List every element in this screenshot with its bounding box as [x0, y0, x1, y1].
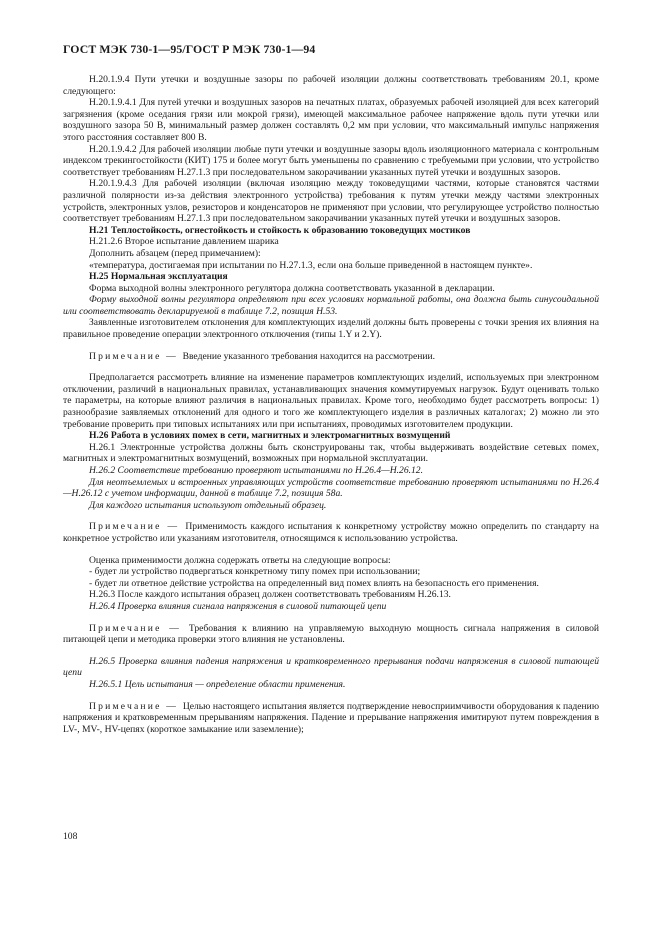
note-text: Введение указанного требования находится на рассмотрении. — [182, 350, 435, 362]
list-item-question-1: - будет ли устройство подвергаться конкретному типу помех при использовании; — [89, 566, 421, 578]
note-h26-4 — [63, 623, 599, 646]
paragraph-h21-2-6: Н.21.2.6 Второе испытание давлением шарика — [89, 236, 279, 248]
paragraph-h25-output-wave-check: Форму выходной волны регулятора определяют при всех условиях нормальной работы, она должна быть синусоидальной или соответствовать декларируемой в таблице 7.2, позиция Н.53. — [63, 294, 599, 317]
note-label: Примечание — — [89, 350, 183, 362]
note-text: Требования к влиянию на управляемую выходную мощность сигнала напряжения в силовой питающей цепи и методика проверки этого влияния не установлены. — [63, 622, 599, 646]
section-heading-h21: Н.21 Теплостойкость, огнестойкость и стойкость к образованию токоведущих мостиков — [89, 224, 471, 236]
paragraph-quote-temperature: «температура, достигаемая при испытании по Н.27.1.3, если она больше приведенной в настоящем пункте». — [89, 259, 533, 271]
note-h26-applicability — [63, 521, 599, 544]
note-text: Целью настоящего испытания является подтверждение невосприимчивости оборудования к падению напряжения и кратковременным прерываниям напряжения. Падение и прерывание напряжения имитируют путем повреждения в LV-, MV-, HV-цепях (короткое замыкание или заземление); — [63, 700, 599, 735]
paragraph-h20-1-9-4-3: Н.20.1.9.4.3 Для рабочей изоляции (включая изоляцию между токоведущими частями, которые становятся частями различной полярности из-за действия электронного устройства) требования к путям утечки между частями электронных устройств, электронных узлов, резисторов и конденсаторов не применяют при условии, что регулирующее устройство полностью соответствует требованиям Н.27.1.3 при последовательном закорачивании указанных путей утечки и воздушных зазоров. — [63, 178, 599, 225]
paragraph-h20-1-9-4-2: Н.20.1.9.4.2 Для рабочей изоляции любые пути утечки и воздушные зазоры вдоль изоляционного материала с контрольным индексом трекингостойкости (КИТ) 175 и более могут быть уменьшены по сравнению с требуемыми при условии, что устройство соответствует требованиям Н.27.1.3 при последовательном закорачивании указанных путей утечки и воздушных зазоров. — [63, 143, 599, 178]
paragraph-h26-5: Н.26.5 Проверка влияния падения напряжения и кратковременного прерывания подачи напряжения в силовой питающей цепи — [63, 655, 599, 679]
list-item-question-2: - будет ли ответное действие устройства на определенный вид помех влиять на безопасность его применения. — [89, 577, 539, 589]
section-heading-h25: Н.25 Нормальная эксплуатация — [89, 271, 228, 283]
document-body — [63, 74, 599, 735]
note-h26-5-1 — [63, 701, 599, 736]
paragraph-h26-3: Н.26.3 После каждого испытания образец должен соответствовать требованиям Н.26.13. — [89, 589, 451, 601]
note-label: Примечание — — [89, 700, 183, 712]
note-label: Примечание — — [89, 622, 189, 634]
page-number: 108 — [63, 831, 78, 842]
paragraph-h20-1-9-4: Н.20.1.9.4 Пути утечки и воздушные зазоры по рабочей изоляции должны соответствовать требованиям 20.1, кроме следующего: — [63, 74, 599, 97]
document-header: ГОСТ МЭК 730-1—95/ГОСТ Р МЭК 730-1—94 — [63, 42, 316, 56]
paragraph-h25-output-wave: Форма выходной волны электронного регулятора должна соответствовать указанной в декларации. — [89, 282, 495, 294]
note-h25 — [63, 351, 599, 363]
paragraph-h26-5-1: Н.26.5.1 Цель испытания — определение области применения. — [89, 678, 346, 690]
paragraph-h25-deviations: Заявленные изготовителем отклонения для комплектующих изделий должны быть проверены с точки зрения их влияния на правильное проведение операции электронного отключения (типы 1.Y и 2.Y). — [63, 317, 599, 341]
paragraph-h25-considerations: Предполагается рассмотреть влияние на изменение параметров комплектующих изделий, используемых при электронном отключении, различий в национальных правилах, устанавливающих значения коммутируемых нагрузок. Будут оценивать только те параметры, на которые влияют различия в национальных правилах. Кроме того, необходимо будет рассмотреть вопросы: 1) разнообразие заявляемых отклонений для одного и того же комплектующего изделия в различных каталогах; 2) можно ли это требование проверить при типовых испытаниях или при испытаниях, проводимых изготовителем продукции. — [63, 372, 599, 430]
paragraph-applicability-questions: Оценка применимости должна содержать ответы на следующие вопросы: — [89, 554, 391, 566]
paragraph-h26-2-integrated: Для неотъемлемых и встроенных управляющих устройств соответствие требованию проверяют испытаниями по Н.26.4—Н.26.12 с учетом информации, данной в таблице 7.2, позиция 58а. — [63, 476, 599, 500]
paragraph-h26-1: Н.26.1 Электронные устройства должны быть сконструированы так, чтобы выдерживать воздействие сетевых помех, магнитных и электромагнитных возмущений, возможных при нормальной эксплуатации. — [63, 441, 599, 465]
note-label: Примечание — — [89, 521, 186, 533]
paragraph-h20-1-9-4-1: Н.20.1.9.4.1 Для путей утечки и воздушных зазоров на печатных платах, образуемых рабочей изоляцией для всех категорий загрязнения (кроме оседания грязи или мокрой грязи), имеющей максимальное рабочее напряжение вдоль пути утечки или воздушного зазора 50 В, минимальный размер должен составлять 0,2 мм при условии, что максимальный импульс напряжения этого расстояния составляет 800 В. — [63, 97, 599, 143]
section-heading-h26: Н.26 Работа в условиях помех в сети, магнитных и электромагнитных возмущений — [89, 430, 451, 442]
paragraph-h26-2-sample: Для каждого испытания используют отдельный образец. — [89, 499, 327, 511]
paragraph-h26-4: Н.26.4 Проверка влияния сигнала напряжения в силовой питающей цепи — [89, 600, 387, 612]
paragraph-add-text: Дополнить абзацем (перед примечанием): — [89, 247, 261, 259]
paragraph-h26-2: Н.26.2 Соответствие требованию проверяют испытаниями по Н.26.4—Н.26.12. — [89, 465, 424, 476]
note-text: Применимость каждого испытания к конкретному устройству можно определить по стандарту на конкретное устройство или указаниям изготовителя, относящимся к использованию устройства. — [63, 521, 599, 544]
